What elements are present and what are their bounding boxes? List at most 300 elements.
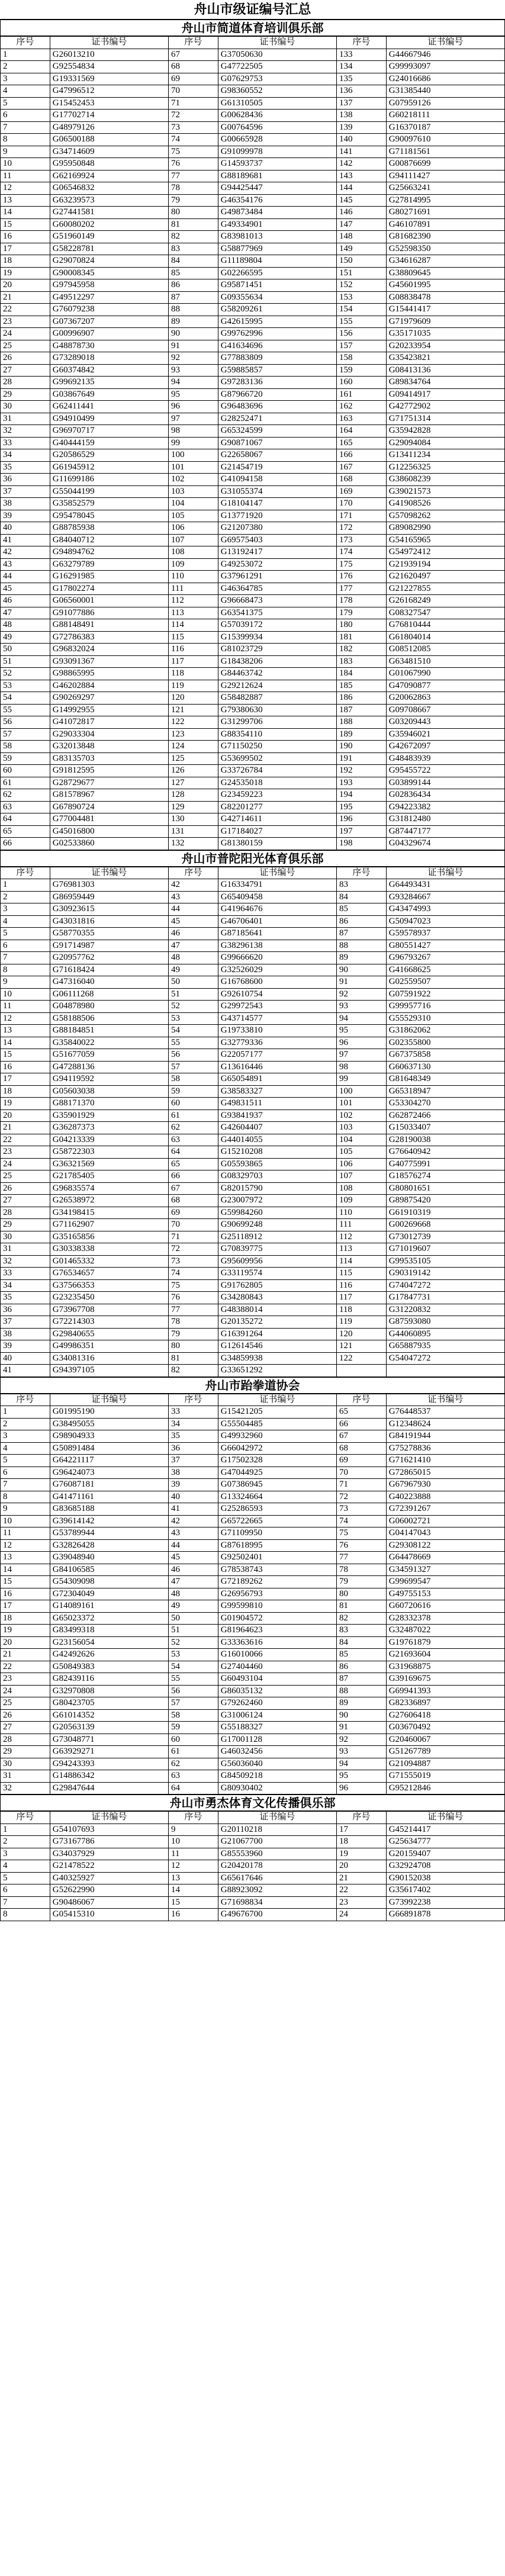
cert-cell: G73167786 — [50, 1836, 168, 1848]
cert-cell: G99666620 — [218, 952, 336, 964]
cert-cell: G54972412 — [386, 546, 504, 559]
cert-cell: G71162907 — [50, 1219, 168, 1231]
seq-cell: 30 — [1, 1231, 50, 1243]
seq-cell: 112 — [336, 1231, 386, 1243]
seq-cell: 197 — [336, 825, 386, 838]
seq-cell: 33 — [1, 437, 50, 449]
seq-cell: 8 — [1, 1491, 50, 1503]
header-cert: 证书编号 — [50, 867, 168, 879]
seq-cell: 9 — [1, 1503, 50, 1516]
table-row — [1, 146, 505, 158]
seq-cell: 65 — [1, 825, 50, 838]
seq-cell: 50 — [1, 644, 50, 656]
cert-cell: G29972543 — [218, 1001, 336, 1013]
seq-cell: 79 — [168, 194, 218, 207]
seq-cell: 60 — [168, 1098, 218, 1110]
seq-cell: 107 — [336, 1170, 386, 1183]
seq-cell: 26 — [1, 352, 50, 365]
seq-cell: 60 — [1, 765, 50, 777]
cert-cell: G90319142 — [386, 1268, 504, 1280]
seq-cell: 52 — [168, 1001, 218, 1013]
cert-cell: G35171035 — [386, 328, 504, 340]
seq-cell: 168 — [336, 474, 386, 486]
seq-cell: 82 — [168, 1365, 218, 1377]
cert-cell: G02533860 — [50, 838, 168, 850]
seq-cell: 5 — [1, 928, 50, 940]
header-seq: 序号 — [168, 1812, 218, 1824]
table-row — [1, 1328, 505, 1340]
table-row — [1, 352, 505, 365]
cert-cell: G22658067 — [218, 449, 336, 462]
cert-cell: G23007972 — [218, 1195, 336, 1207]
table-row — [1, 1268, 505, 1280]
cert-cell: G89082990 — [386, 522, 504, 535]
cert-cell: G65722665 — [218, 1515, 336, 1527]
cert-cell: G20135272 — [218, 1316, 336, 1329]
seq-cell: 94 — [168, 377, 218, 389]
table-row — [1, 583, 505, 595]
cert-cell: G12348624 — [386, 1418, 504, 1430]
seq-cell: 157 — [336, 340, 386, 352]
cert-cell: G50947023 — [386, 915, 504, 928]
seq-cell: 37 — [1, 1316, 50, 1329]
seq-cell: 20 — [336, 1860, 386, 1873]
table-row — [1, 1025, 505, 1037]
table-row — [1, 558, 505, 571]
cert-cell: G32826428 — [50, 1539, 168, 1552]
table-row — [1, 644, 505, 656]
seq-cell: 12 — [1, 1539, 50, 1552]
table-row — [1, 1098, 505, 1110]
seq-cell: 127 — [168, 777, 218, 789]
cert-cell: G45016800 — [50, 825, 168, 838]
table-row — [1, 1418, 505, 1430]
seq-cell: 110 — [168, 571, 218, 583]
seq-cell: 34 — [168, 1418, 218, 1430]
seq-cell: 10 — [1, 988, 50, 1001]
cert-cell: G42492626 — [50, 1649, 168, 1661]
table-row — [1, 1625, 505, 1637]
cert-cell: G88184851 — [50, 1025, 168, 1037]
cert-cell: G32779336 — [218, 1037, 336, 1049]
table-row — [1, 1636, 505, 1649]
seq-cell: 40 — [1, 1352, 50, 1365]
cert-cell: G80801651 — [386, 1182, 504, 1195]
seq-cell: 88 — [168, 304, 218, 316]
seq-cell: 76 — [168, 1292, 218, 1304]
cert-cell: G24535018 — [218, 777, 336, 789]
table-row — [1, 1848, 505, 1860]
seq-cell: 11 — [1, 170, 50, 182]
table-row — [1, 976, 505, 989]
cert-cell: G82439116 — [50, 1673, 168, 1686]
cert-cell: G21620497 — [386, 571, 504, 583]
cert-cell: G20586529 — [50, 449, 168, 462]
cert-cell: G08512085 — [386, 644, 504, 656]
cert-cell: G71019607 — [386, 1243, 504, 1256]
seq-cell: 46 — [168, 928, 218, 940]
table-row — [1, 1884, 505, 1897]
cert-cell: G82336897 — [386, 1697, 504, 1710]
seq-cell: 160 — [336, 377, 386, 389]
seq-cell: 2 — [1, 891, 50, 903]
cert-cell: G76087181 — [50, 1479, 168, 1491]
cert-cell: G29033304 — [50, 728, 168, 741]
seq-cell: 7 — [1, 1896, 50, 1909]
seq-cell: 134 — [336, 61, 386, 73]
seq-cell: 189 — [336, 728, 386, 741]
cert-cell: G99692135 — [50, 377, 168, 389]
table-row — [1, 231, 505, 243]
cert-cell: G54309098 — [50, 1576, 168, 1588]
seq-cell: 158 — [336, 352, 386, 365]
cert-cell: G13411234 — [386, 449, 504, 462]
seq-cell: 95 — [168, 388, 218, 401]
cert-cell: G90486067 — [50, 1896, 168, 1909]
seq-cell: 1 — [1, 49, 50, 61]
cert-cell: G81964623 — [218, 1625, 336, 1637]
cert-cell: G34037929 — [50, 1848, 168, 1860]
seq-cell: 82 — [168, 231, 218, 243]
cert-cell: G11189804 — [218, 255, 336, 268]
table-row — [1, 1219, 505, 1231]
seq-cell: 36 — [1, 1304, 50, 1316]
table-row — [1, 1365, 505, 1377]
table-row — [1, 607, 505, 619]
cert-cell: G21785405 — [50, 1170, 168, 1183]
table-row — [1, 170, 505, 182]
seq-cell: 4 — [1, 85, 50, 98]
seq-cell: 88 — [336, 1685, 386, 1697]
cert-cell: G32013848 — [50, 741, 168, 753]
seq-cell: 194 — [336, 789, 386, 802]
cert-cell: G75278836 — [386, 1442, 504, 1455]
seq-cell: 2 — [1, 61, 50, 73]
cert-cell: G90699248 — [218, 1219, 336, 1231]
seq-cell: 40 — [1, 522, 50, 535]
cert-cell: G80423705 — [50, 1697, 168, 1710]
seq-cell: 34 — [1, 1279, 50, 1292]
cert-cell: G34198415 — [50, 1207, 168, 1219]
seq-cell: 122 — [168, 716, 218, 729]
seq-cell: 102 — [336, 1109, 386, 1122]
cert-cell: G58209261 — [218, 304, 336, 316]
seq-cell: 161 — [336, 388, 386, 401]
seq-cell: 46 — [168, 1564, 218, 1576]
cert-cell: G99699547 — [386, 1576, 504, 1588]
cert-cell: G25663241 — [386, 182, 504, 195]
cert-cell: G40223888 — [386, 1491, 504, 1503]
seq-cell: 8 — [1, 134, 50, 146]
cert-cell: G45214417 — [386, 1824, 504, 1836]
seq-cell: 37 — [1, 485, 50, 498]
table-row — [1, 1455, 505, 1467]
cert-cell: G01995190 — [50, 1406, 168, 1419]
cert-cell: G03899144 — [386, 777, 504, 789]
cert-cell: G96835574 — [50, 1182, 168, 1195]
seq-cell: 13 — [1, 1552, 50, 1564]
seq-cell: 5 — [1, 1455, 50, 1467]
header-seq: 序号 — [168, 37, 218, 49]
table-row — [1, 1661, 505, 1673]
seq-cell: 74 — [168, 134, 218, 146]
table-row — [1, 1467, 505, 1479]
table-row — [1, 1872, 505, 1884]
table-row — [1, 546, 505, 559]
cert-cell: G71150250 — [218, 741, 336, 753]
cert-cell: G37050630 — [218, 49, 336, 61]
cert-cell: G22057177 — [218, 1049, 336, 1062]
seq-cell: 83 — [168, 243, 218, 255]
cert-cell: G94910499 — [50, 413, 168, 425]
cert-cell: G55504485 — [218, 1418, 336, 1430]
seq-cell: 69 — [336, 1455, 386, 1467]
table-row — [1, 1527, 505, 1540]
cert-cell: G73012739 — [386, 1231, 504, 1243]
cert-cell: G38583327 — [218, 1085, 336, 1098]
seq-cell: 16 — [1, 1588, 50, 1600]
seq-cell: 86 — [168, 279, 218, 292]
seq-cell: 147 — [336, 218, 386, 231]
cert-cell: G52598350 — [386, 243, 504, 255]
cert-cell: G66042972 — [218, 1442, 336, 1455]
seq-cell: 174 — [336, 546, 386, 559]
seq-cell: 37 — [168, 1455, 218, 1467]
table-row — [1, 1479, 505, 1491]
cert-cell: G96668473 — [218, 595, 336, 607]
cert-cell: G59885857 — [218, 364, 336, 377]
seq-cell: 17 — [336, 1824, 386, 1836]
cert-cell: G86035132 — [218, 1685, 336, 1697]
cert-cell: G43474993 — [386, 903, 504, 916]
seq-cell: 149 — [336, 243, 386, 255]
table-row — [1, 1073, 505, 1086]
seq-cell: 65 — [168, 1158, 218, 1170]
seq-cell: 95 — [336, 1770, 386, 1783]
table-row — [1, 158, 505, 171]
seq-cell: 94 — [336, 1012, 386, 1025]
seq-cell: 40 — [168, 1491, 218, 1503]
table-row — [1, 1001, 505, 1013]
seq-cell: 3 — [1, 1430, 50, 1443]
table-row — [1, 801, 505, 813]
cert-cell: G71181561 — [386, 146, 504, 158]
seq-cell: 164 — [336, 425, 386, 438]
cert-cell: G19761879 — [386, 1636, 504, 1649]
cert-cell: G03670492 — [386, 1722, 504, 1734]
seq-cell: 27 — [1, 1722, 50, 1734]
cert-cell: G95212846 — [386, 1782, 504, 1794]
seq-cell: 118 — [168, 668, 218, 680]
cert-cell: G39169675 — [386, 1673, 504, 1686]
seq-cell: 145 — [336, 194, 386, 207]
table-row — [1, 1146, 505, 1159]
cert-cell: G49512297 — [50, 291, 168, 304]
cert-cell: G05415310 — [50, 1909, 168, 1921]
cert-cell: G38296138 — [218, 940, 336, 952]
cert-cell: G41908526 — [386, 498, 504, 510]
seq-cell: 55 — [168, 1037, 218, 1049]
seq-cell: 156 — [336, 328, 386, 340]
seq-cell: 8 — [1, 964, 50, 976]
table-row — [1, 1564, 505, 1576]
seq-cell: 79 — [336, 1576, 386, 1588]
cert-cell: G46032456 — [218, 1746, 336, 1758]
seq-cell: 99 — [168, 437, 218, 449]
cert-cell: G87593080 — [386, 1316, 504, 1329]
table-row — [1, 485, 505, 498]
cert-cell: G02355800 — [386, 1037, 504, 1049]
seq-cell: 52 — [168, 1636, 218, 1649]
seq-cell: 191 — [336, 752, 386, 765]
seq-cell: 92 — [336, 988, 386, 1001]
seq-cell: 3 — [1, 1848, 50, 1860]
cert-cell — [386, 1365, 504, 1377]
cert-cell: G07591922 — [386, 988, 504, 1001]
cert-cell: G17502328 — [218, 1455, 336, 1467]
header-seq: 序号 — [1, 1812, 50, 1824]
table-row — [1, 1340, 505, 1353]
seq-cell: 118 — [336, 1304, 386, 1316]
seq-cell: 144 — [336, 182, 386, 195]
cert-cell: G73048771 — [50, 1734, 168, 1746]
seq-cell: 83 — [336, 879, 386, 892]
cert-cell: G01465332 — [50, 1255, 168, 1268]
seq-cell: 26 — [1, 1709, 50, 1722]
seq-cell: 179 — [336, 607, 386, 619]
seq-cell: 81 — [168, 218, 218, 231]
cert-cell: G91077886 — [50, 607, 168, 619]
seq-cell: 104 — [168, 498, 218, 510]
cert-cell: G18104147 — [218, 498, 336, 510]
cert-cell: G49932960 — [218, 1430, 336, 1443]
seq-cell: 26 — [1, 1182, 50, 1195]
cert-cell: G21454719 — [218, 461, 336, 474]
cert-cell: G31385440 — [386, 85, 504, 98]
cert-cell: G01067990 — [386, 668, 504, 680]
cert-cell: G29308122 — [386, 1539, 504, 1552]
seq-cell: 80 — [336, 1588, 386, 1600]
table-row — [1, 1085, 505, 1098]
seq-cell: 101 — [168, 461, 218, 474]
seq-cell: 28 — [1, 1207, 50, 1219]
table-row — [1, 413, 505, 425]
seq-cell: 175 — [336, 558, 386, 571]
cert-cell: G94397105 — [50, 1365, 168, 1377]
seq-cell: 115 — [168, 631, 218, 644]
cert-cell: G82015790 — [218, 1182, 336, 1195]
seq-cell: 23 — [1, 1673, 50, 1686]
seq-cell: 4 — [1, 1860, 50, 1873]
cert-cell: G93091367 — [50, 655, 168, 668]
cert-cell: G94223382 — [386, 801, 504, 813]
table-row — [1, 1406, 505, 1419]
cert-cell: G29212624 — [218, 680, 336, 692]
seq-cell: 106 — [336, 1158, 386, 1170]
cert-cell: G77004481 — [50, 813, 168, 826]
seq-cell: 19 — [336, 1848, 386, 1860]
cert-cell: G14089161 — [50, 1600, 168, 1613]
table-row — [1, 291, 505, 304]
cert-cell: G80271691 — [386, 207, 504, 219]
seq-cell: 35 — [1, 1292, 50, 1304]
seq-cell: 117 — [336, 1292, 386, 1304]
seq-cell: 89 — [168, 316, 218, 328]
seq-cell: 120 — [168, 692, 218, 705]
cert-cell: G67890724 — [50, 801, 168, 813]
table-row — [1, 1515, 505, 1527]
seq-cell: 39 — [1, 510, 50, 522]
cert-cell: G41094158 — [218, 474, 336, 486]
table-row — [1, 964, 505, 976]
seq-cell: 92 — [336, 1734, 386, 1746]
table-row — [1, 61, 505, 73]
seq-cell: 35 — [1, 461, 50, 474]
cert-cell: G31299706 — [218, 716, 336, 729]
cert-cell: G21478522 — [50, 1860, 168, 1873]
table-row — [1, 1782, 505, 1794]
seq-cell: 67 — [336, 1430, 386, 1443]
table-row — [1, 668, 505, 680]
seq-cell: 114 — [336, 1255, 386, 1268]
cert-cell: G06560001 — [50, 595, 168, 607]
seq-cell: 49 — [168, 1600, 218, 1613]
seq-cell: 66 — [168, 1170, 218, 1183]
cert-cell: G28252471 — [218, 413, 336, 425]
cert-cell: G08327547 — [386, 607, 504, 619]
cert-cell: G55188327 — [218, 1722, 336, 1734]
seq-cell: 18 — [336, 1836, 386, 1848]
cert-cell: G98904933 — [50, 1430, 168, 1443]
table-row — [1, 903, 505, 916]
seq-cell: 44 — [168, 903, 218, 916]
cert-cell: G57039172 — [218, 619, 336, 632]
seq-cell: 8 — [1, 1909, 50, 1921]
cert-cell: G32526029 — [218, 964, 336, 976]
table-row — [1, 704, 505, 716]
table-row — [1, 813, 505, 826]
cert-cell: G32487022 — [386, 1625, 504, 1637]
seq-cell: 13 — [1, 1025, 50, 1037]
cert-cell: G61945912 — [50, 461, 168, 474]
table-row — [1, 1722, 505, 1734]
cert-cell: G04878980 — [50, 1001, 168, 1013]
table-row — [1, 825, 505, 838]
cert-cell: G58482887 — [218, 692, 336, 705]
seq-cell: 85 — [336, 1649, 386, 1661]
sections-container — [0, 20, 505, 1921]
seq-cell: 198 — [336, 838, 386, 850]
seq-cell: 111 — [168, 583, 218, 595]
table-row — [1, 891, 505, 903]
seq-cell: 90 — [336, 964, 386, 976]
cert-cell: G20233954 — [386, 340, 504, 352]
seq-cell: 93 — [168, 364, 218, 377]
seq-cell: 1 — [1, 1824, 50, 1836]
cert-cell: G90097610 — [386, 134, 504, 146]
cert-cell: G58188506 — [50, 1012, 168, 1025]
seq-cell: 69 — [168, 1207, 218, 1219]
cert-cell: G49334901 — [218, 218, 336, 231]
cert-cell: G16370187 — [386, 121, 504, 134]
cert-cell: G35942828 — [386, 425, 504, 438]
seq-cell: 43 — [1, 558, 50, 571]
cert-cell: G02266595 — [218, 267, 336, 279]
cert-cell: G09708667 — [386, 704, 504, 716]
cert-cell: G64221117 — [50, 1455, 168, 1467]
seq-cell: 22 — [1, 1661, 50, 1673]
cert-cell: G07629753 — [218, 73, 336, 85]
